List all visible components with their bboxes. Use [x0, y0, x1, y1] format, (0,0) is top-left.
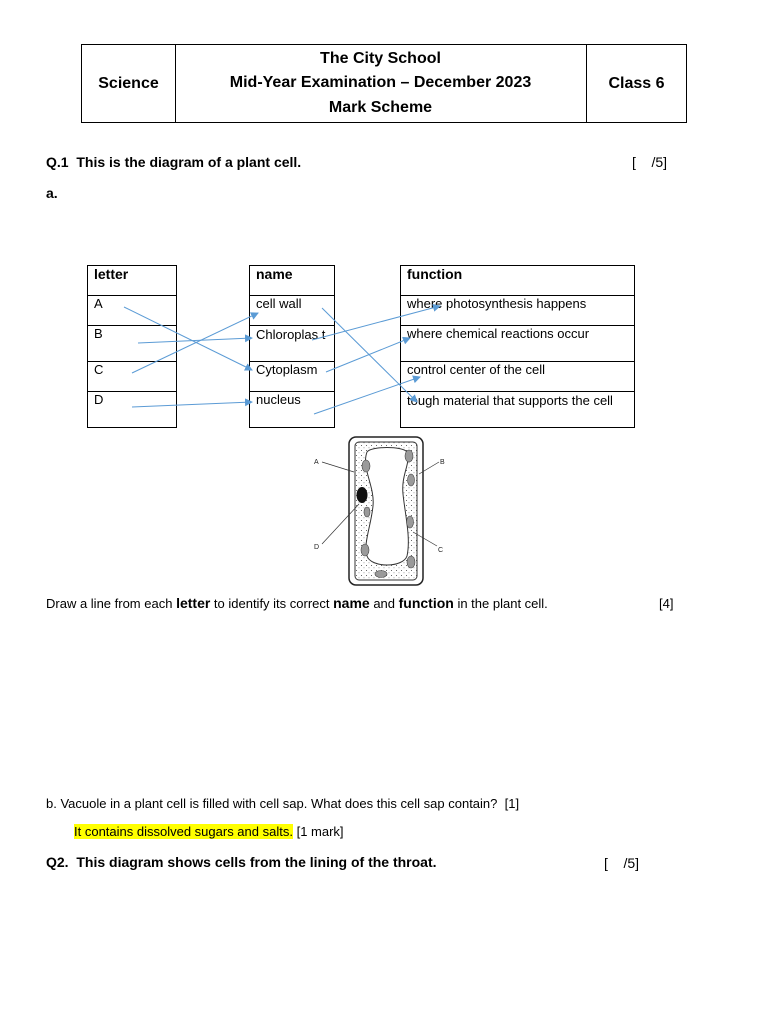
- q1b-marks: [1]: [504, 796, 520, 811]
- arrow-cytoplasm-to-reactions: [326, 338, 410, 372]
- q2-heading: [46, 854, 437, 870]
- exam-name: Mid-Year Examination – December 2023: [229, 74, 532, 92]
- instruction-text: to identify its correct: [210, 596, 334, 611]
- diagram-label-b: B: [440, 459, 445, 466]
- class-cell: Class 6: [608, 74, 665, 92]
- arrow-d-to-nucleus: [132, 402, 252, 407]
- name-cell: cell wall: [250, 296, 335, 326]
- q1a-instruction: [46, 595, 548, 611]
- subject-cell: Science: [82, 45, 176, 122]
- arrow-nucleus-to-control: [314, 377, 420, 414]
- q1b-question-text: b. Vacuole in a plant cell is filled with cell sap. What does this cell sap contain?: [46, 796, 498, 811]
- instruction-keyword-function: function: [398, 595, 454, 611]
- q1a-marks: [4]: [659, 596, 674, 611]
- arrow-chloroplast-to-photosynthesis: [312, 306, 440, 340]
- letter-header: letter: [88, 266, 177, 296]
- function-cell: control center of the cell: [401, 362, 635, 392]
- doc-type: Mark Scheme: [328, 98, 433, 116]
- diagram-label-c: C: [438, 547, 444, 554]
- q1b-answer-marks: [1 mark]: [296, 824, 344, 839]
- q1-number: Q.1: [46, 154, 69, 170]
- instruction-keyword-name: name: [333, 595, 370, 611]
- instruction-text: and: [369, 596, 399, 611]
- q2-title: This diagram shows cells from the lining of the throat.: [76, 854, 437, 870]
- instruction-text: in the plant cell.: [453, 596, 548, 611]
- letter-cell: A: [88, 296, 177, 326]
- q1-title: This is the diagram of a plant cell.: [76, 154, 302, 170]
- function-cell: where chemical reactions occur: [401, 326, 635, 362]
- name-header: name: [250, 266, 335, 296]
- q1-part-a-label: a.: [46, 185, 58, 201]
- instruction-text: Draw a line from each: [46, 596, 177, 611]
- q1-marks: [ /5]: [632, 154, 668, 170]
- instruction-keyword-letter: letter: [176, 595, 211, 611]
- letter-cell: B: [88, 326, 177, 362]
- function-cell: where photosynthesis happens: [401, 296, 635, 326]
- letter-cell: C: [88, 362, 177, 392]
- q2-number: Q2.: [46, 854, 69, 870]
- q2-marks: [ /5]: [604, 855, 640, 871]
- q1b-answer-highlight: It contains dissolved sugars and salts.: [74, 824, 293, 839]
- name-cell: nucleus: [250, 392, 335, 428]
- q1b-question: [46, 796, 519, 811]
- arrow-cellwall-to-support: [322, 308, 417, 402]
- name-cell: Cytoplasm: [250, 362, 335, 392]
- diagram-label-d: D: [314, 544, 320, 551]
- diagram-label-a: A: [314, 459, 319, 466]
- function-cell: tough material that supports the cell: [401, 392, 635, 428]
- name-cell: Chloroplas t: [250, 326, 335, 362]
- q1b-answer: [74, 824, 344, 839]
- plant-cell-diagram: [305, 434, 465, 590]
- nucleus-shape: [357, 487, 368, 503]
- school-name: The City School: [320, 49, 441, 67]
- function-header: function: [401, 266, 635, 296]
- letter-cell: D: [88, 392, 177, 428]
